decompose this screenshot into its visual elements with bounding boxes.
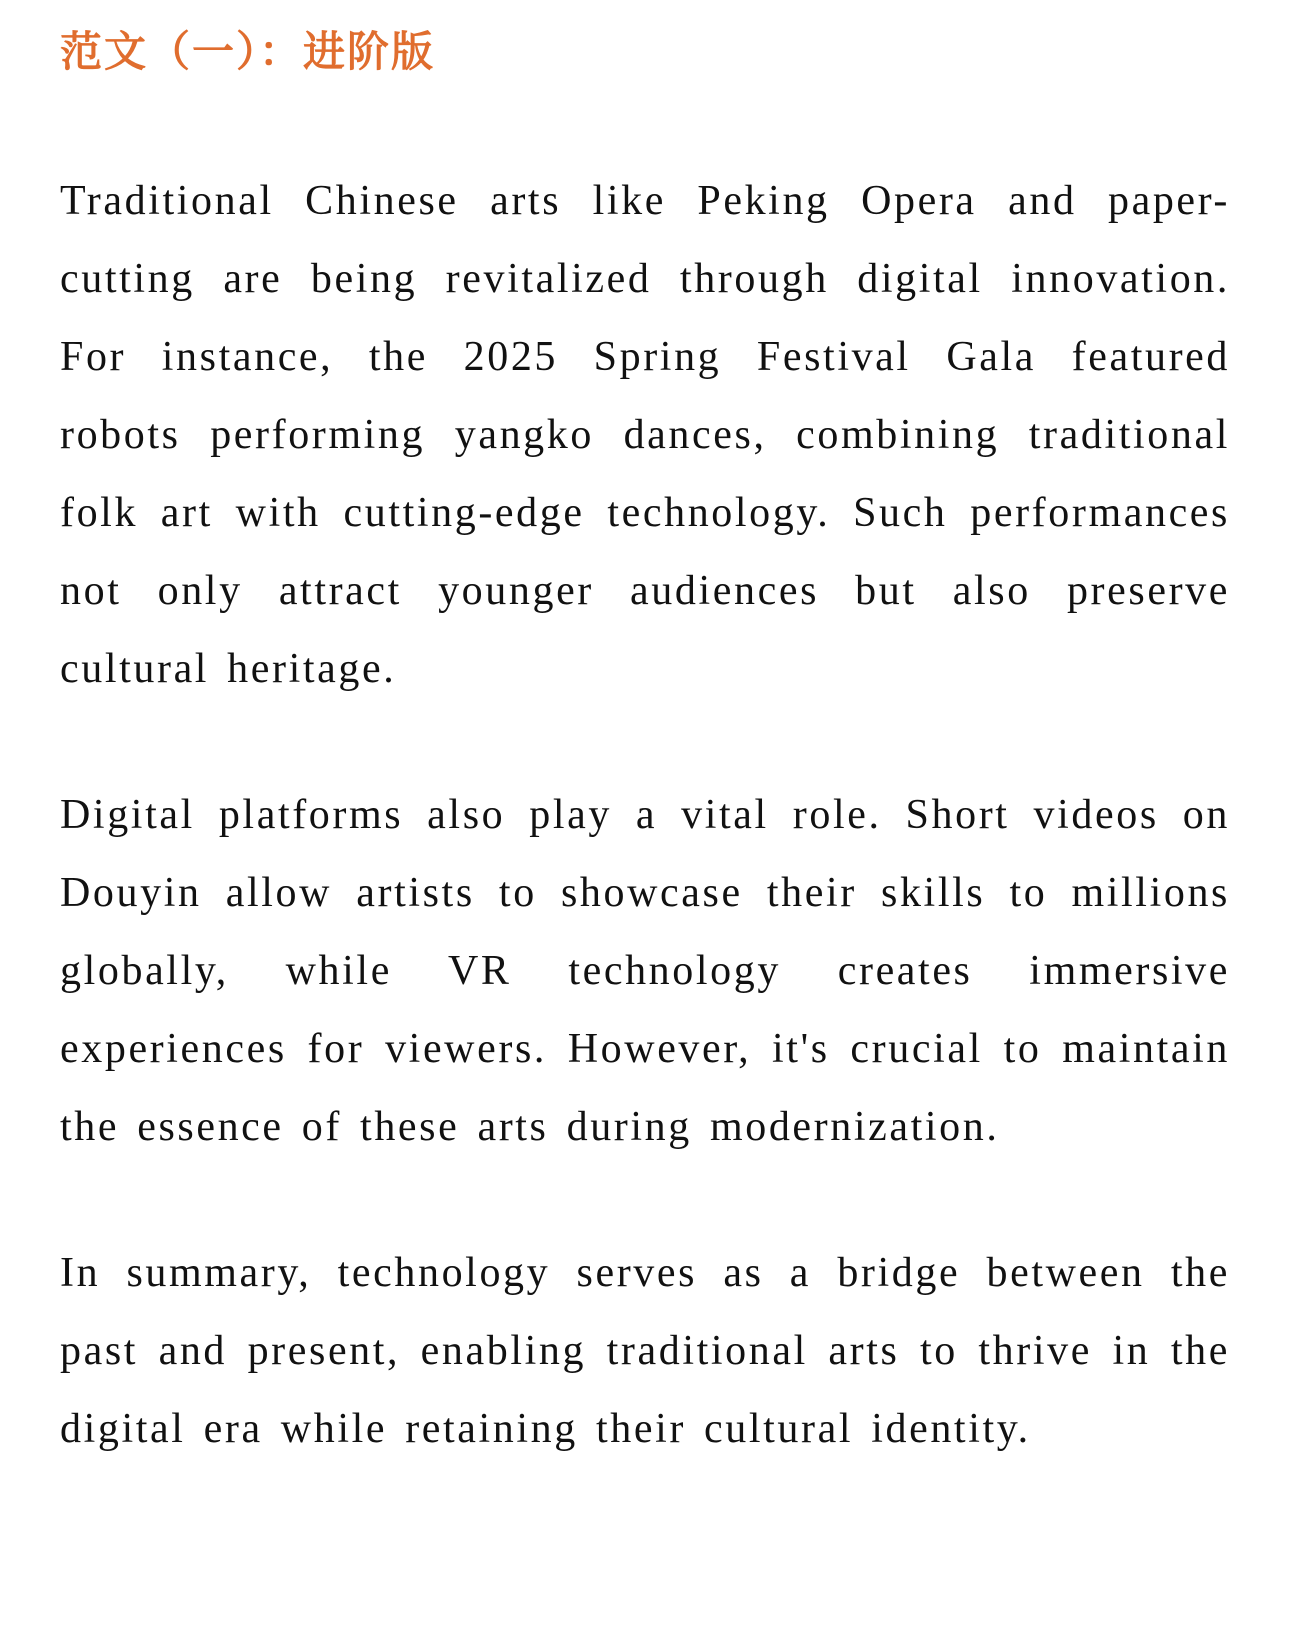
article (60, 20, 1230, 1468)
paragraph-intro: Traditional Chinese arts like Peking Opera and paper-cutting are being revitalized through digital innovation. For instance, the 2025 Spring Festival Gala featured robots performing yangko dances, combining traditional folk art with cutting-edge technology. Such performances not only attract younger audiences but also preserve cultural heritage. (60, 178, 1230, 692)
paragraph-digital-platforms: Digital platforms also play a vital role. Short videos on Douyin allow artists to showcase their skills to millions globally, while VR technology creates immersive experiences for viewers. However, it's crucial to maintain the essence of these arts during modernization. (60, 792, 1230, 1150)
section-heading: 范文（一）：进阶版 (60, 27, 436, 76)
paragraph-summary: In summary, technology serves as a bridge between the past and present, enabling traditional arts to thrive in the digital era while retaining their cultural identity. (60, 1250, 1230, 1452)
